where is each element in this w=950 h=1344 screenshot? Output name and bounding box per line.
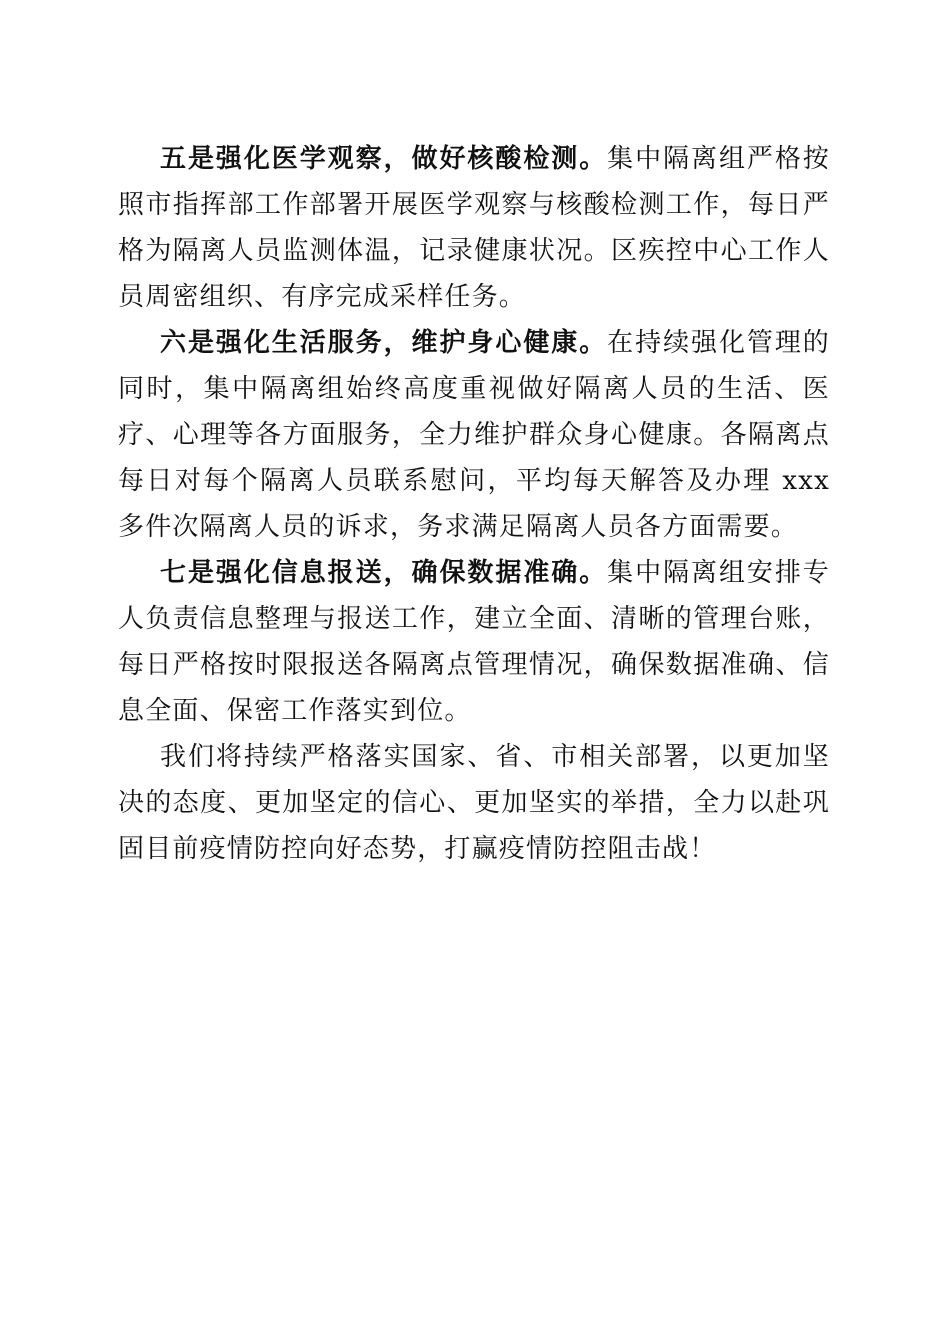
paragraph-text: 集中隔离组严格按照市指挥部工作部署开展医学观察与核酸检测工作，每日严格为隔离人员监测体温，记录健康状况。区疾控中心工作人员周密组织、有序完成采样任务。 [118, 144, 831, 312]
paragraph-text: 在持续强化管理的同时，集中隔离组始终高度重视做好隔离人员的生活、医疗、心理等各方面服务，全力维护群众身心健康。各隔离点每日对每个隔离人员联系慰问，平均每天解答及办理 xxx 多件次隔离人员的诉求，务求满足隔离人员各方面需要。 [118, 328, 831, 542]
paragraph-text: 集中隔离组安排专人负责信息整理与报送工作，建立全面、清晰的管理台账，每日严格按时限报送各隔离点管理情况，确保数据准确、信息全面、保密工作落实到位。 [118, 558, 831, 726]
document-body [118, 136, 830, 872]
paragraph-text: 我们将持续严格落实国家、省、市相关部署，以更加坚决的态度、更加坚定的信心、更加坚实的举措，全力以赴巩固目前疫情防控向好态势，打赢疫情防控阻击战！ [118, 742, 830, 864]
paragraph-7 [118, 550, 830, 734]
paragraph-lead: 六是强化生活服务，维护身心健康。 [160, 328, 608, 358]
closing-paragraph [118, 734, 830, 872]
paragraph-lead: 七是强化信息报送，确保数据准确。 [160, 558, 608, 588]
paragraph-5 [118, 136, 830, 320]
paragraph-lead: 五是强化医学观察，做好核酸检测。 [160, 144, 608, 174]
paragraph-6 [118, 320, 830, 550]
